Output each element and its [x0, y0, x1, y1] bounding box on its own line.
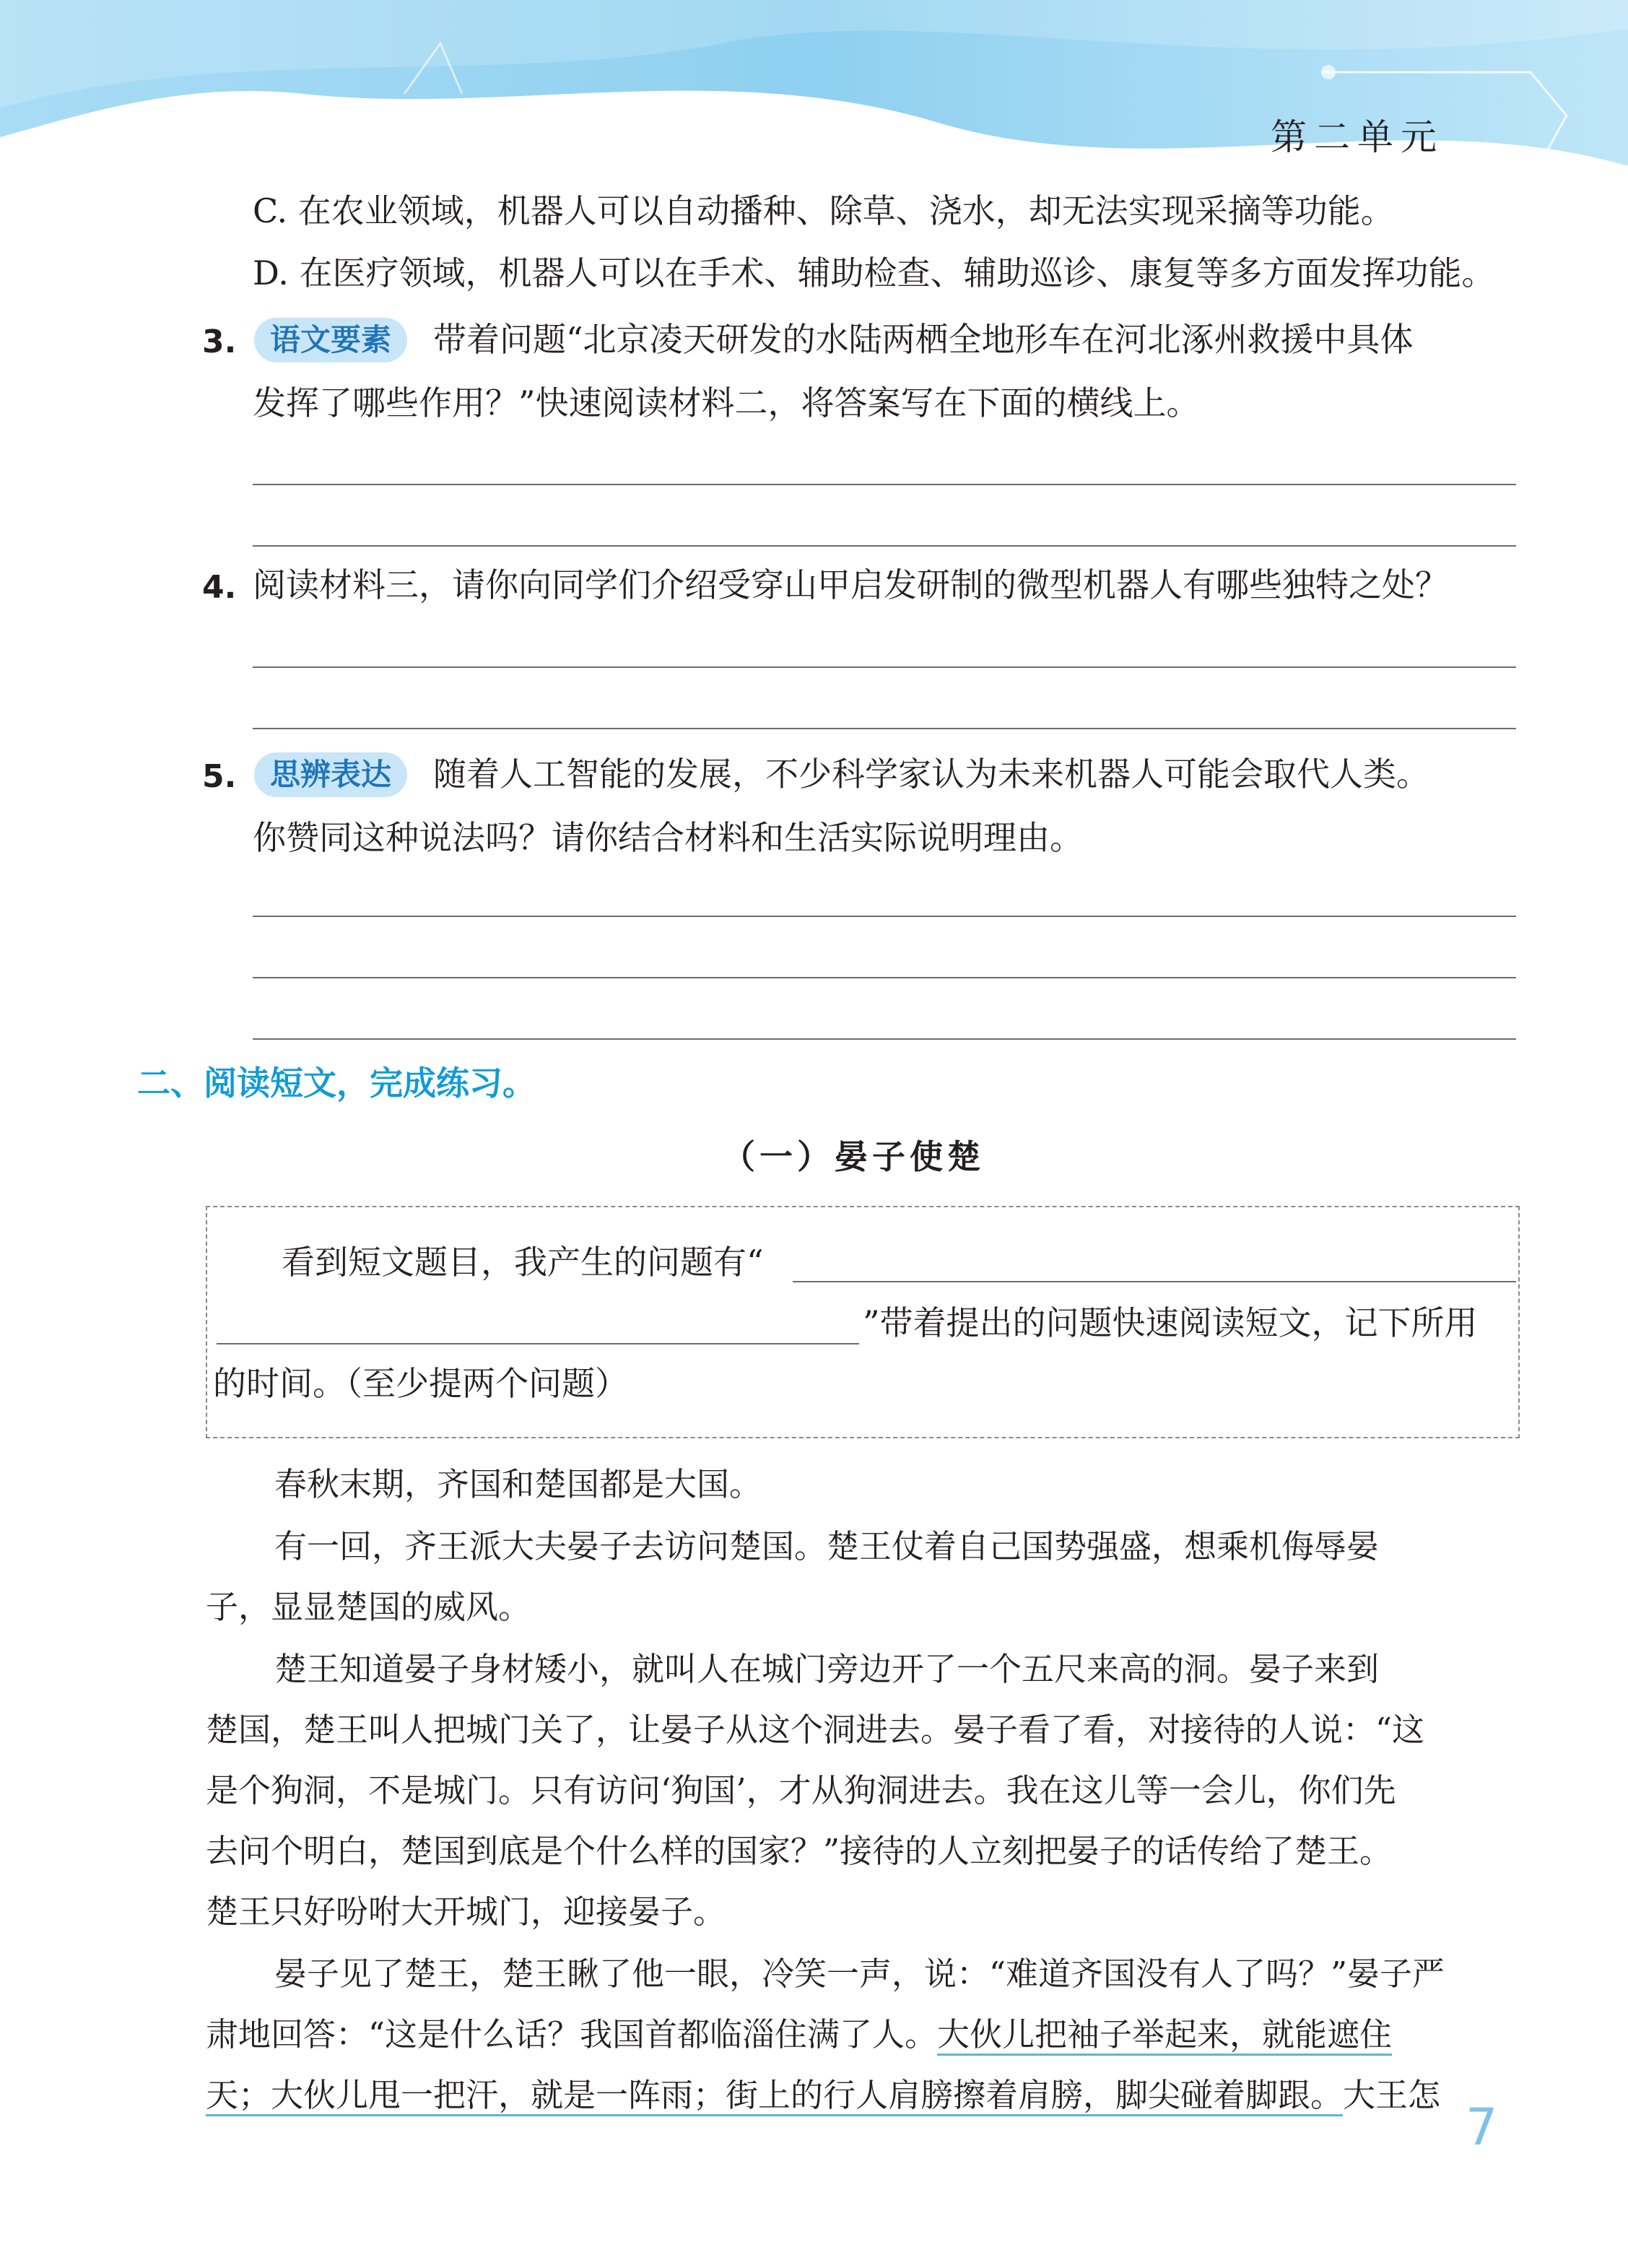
- prompt-fill-line-2[interactable]: [217, 1343, 859, 1344]
- q3-answer-line-2[interactable]: [253, 545, 1516, 547]
- story-p4-underlined-phrase-2: 天；大伙儿甩一把汗，就是一阵雨；街上的行人肩膀擦着肩膀，脚尖碰着脚跟。: [206, 2076, 1343, 2116]
- prompt-line2: ”带着提出的问题快速阅读短文，记下所用: [863, 1303, 1478, 1342]
- prompt-line1: 看到短文题目，我产生的问题有“: [282, 1243, 764, 1282]
- prompt-line3: 的时间。（至少提两个问题）: [213, 1364, 628, 1403]
- story-p3-line1: 楚王知道晏子身材矮小，就叫人在城门旁边开了一个五尺来高的洞。晏子来到: [274, 1650, 1380, 1688]
- story-p4-underlined-phrase-1: 大伙儿把袖子举起来，就能遮住: [937, 2015, 1392, 2056]
- story-p4-line1: 晏子见了楚王，楚王瞅了他一眼，冷笑一声，说：“难道齐国没有人了吗？”晏子严: [274, 1955, 1445, 1993]
- q5-tag: 思辨表达: [254, 752, 407, 797]
- story-title: （一）晏子使楚: [722, 1137, 985, 1176]
- q4-answer-line-1[interactable]: [253, 666, 1516, 668]
- q3-line2: 发挥了哪些作用？”快速阅读材料二，将答案写在下面的横线上。: [253, 383, 1200, 422]
- story-p3-line5: 楚王只好吩咐大开城门，迎接晏子。: [206, 1893, 726, 1931]
- q5-answer-line-3[interactable]: [253, 1038, 1516, 1040]
- q5-answer-line-1[interactable]: [253, 916, 1516, 917]
- story-p3-line2: 楚国，楚王叫人把城门关了，让晏子从这个洞进去。晏子看了看，对接待的人说：“这: [206, 1711, 1425, 1749]
- page-number: 7: [1466, 2098, 1498, 2157]
- section-heading: 二、阅读短文，完成练习。: [137, 1064, 536, 1103]
- q5-answer-line-2[interactable]: [253, 977, 1516, 978]
- option-d: D. 在医疗领域，机器人可以在手术、辅助检查、辅助巡诊、康复等多方面发挥功能。: [253, 253, 1495, 292]
- option-c: C. 在农业领域，机器人可以自动播种、除草、浇水，却无法实现采摘等功能。: [253, 191, 1394, 230]
- q3-tag: 语文要素: [254, 318, 407, 362]
- story-p4-line2: [206, 2013, 1392, 2056]
- prompt-fill-line-1[interactable]: [793, 1281, 1516, 1282]
- story-p1: 春秋末期，齐国和楚国都是大国。: [274, 1465, 762, 1503]
- q3-line1: 带着问题“北京凌天研发的水陆两栖全地形车在河北涿州救援中具体: [433, 320, 1414, 359]
- q5-line2: 你赞同这种说法吗？请你结合材料和生活实际说明理由。: [253, 818, 1083, 857]
- story-p4-line2-plain: 肃地回答：“这是什么话？我国首都临淄住满了人。: [206, 2015, 938, 2054]
- q5-line1: 随着人工智能的发展，不少科学家认为未来机器人可能会取代人类。: [433, 755, 1429, 794]
- story-p3-line4: 去问个明白，楚国到底是个什么样的国家？”接待的人立刻把晏子的话传给了楚王。: [206, 1832, 1393, 1870]
- q5-number: 5.: [202, 758, 237, 795]
- q3-number: 3.: [202, 323, 237, 360]
- q4-number: 4.: [202, 569, 237, 606]
- story-p2-line2: 子，显显楚国的威风。: [206, 1588, 531, 1626]
- q4-line1: 阅读材料三，请你向同学们介绍受穿山甲启发研制的微型机器人有哪些独特之处？: [253, 565, 1448, 604]
- q4-answer-line-2[interactable]: [253, 728, 1516, 729]
- unit-label: 第二单元: [1271, 116, 1444, 158]
- story-p4-line3-plain: 大王怎: [1343, 2076, 1441, 2114]
- story-p2-line1: 有一回，齐王派大夫晏子去访问楚国。楚王仗着自己国势强盛，想乘机侮辱晏: [274, 1527, 1380, 1565]
- q3-answer-line-1[interactable]: [253, 484, 1516, 485]
- story-p4-line3: [206, 2074, 1440, 2117]
- story-p3-line3: 是个狗洞，不是城门。只有访问‘狗国’，才从狗洞进去。我在这儿等一会儿，你们先: [206, 1771, 1396, 1809]
